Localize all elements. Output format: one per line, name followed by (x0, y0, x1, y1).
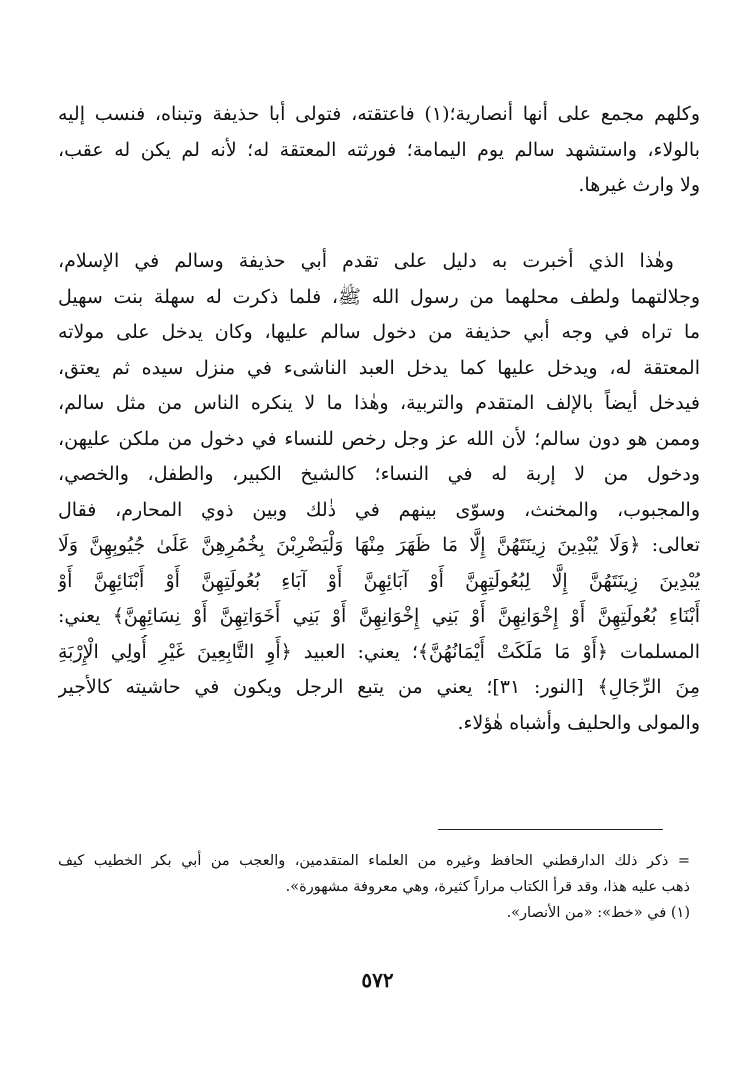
quran-verse-line: يُبْدِينَ زِينَتَهُنَّ إِلَّا لِبُعُولَتِهِنَّ أَوْ آبَائِهِنَّ أَوْ آبَاءِ بُعُولَتِهِنَّ أَوْ أَبْنَائِهِنَّ أَوْ (58, 569, 700, 592)
text-line: والمجبوب، والمخنث، وسوّى بينهم في ذٰلك وبين ذوي المحارم، فقال (58, 498, 700, 521)
text-line: وممن هو دون سالم؛ لأن الله عز وجل رخص للنساء في دخول من ملكن عليهن، (58, 427, 700, 450)
text-line: ما تراه في وجه أبي حذيفة من دخول سالم عليها، وكان يدخل على مولاته (58, 321, 700, 343)
text-line: وكلهم مجمع على أنها أنصارية؛(١) فاعتقته، فتولى أبا حذيفة وتبناه، فنسب إليه (58, 103, 700, 125)
quran-verse-line: مِنَ الرِّجَالِ﴾ [النور: ٣١]؛ يعني من يتبع الرجل ويكون في حاشيته كالأجير (58, 676, 700, 698)
footnote-line: (١) في «خط»: «من الأنصار». (506, 905, 690, 921)
text-line: فيدخل أيضاً بالإلف المتقدم والتربية، وهٰذا ما لا ينكره الناس من مثل سالم، (58, 392, 700, 414)
text-line: بالولاء، واستشهد سالم يوم اليمامة؛ فورثته المعتقة له؛ لأنه لم يكن له عقب، (58, 138, 700, 161)
text-line: والمولى والحليف وأشباه هٰؤلاء. (457, 711, 700, 734)
text-line: ودخول من لا إربة له في النساء؛ كالشيخ الكبير، والطفل، والخصي، (58, 463, 700, 485)
text-line: ولا وارث غيرها. (578, 174, 700, 196)
footnote-separator (438, 829, 663, 830)
paragraph-1 (58, 97, 700, 204)
footnote-line: ذهب عليه هذا، وقد قرأ الكتاب مراراً كثيرة، وهي معروفة مشهورة». (285, 879, 690, 895)
quran-verse-line: أَبْنَاءِ بُعُولَتِهِنَّ أَوْ إِخْوَانِهِنَّ أَوْ بَنِي إِخْوَانِهِنَّ أَوْ بَنِي أَخَوَاتِهِنَّ أَوْ نِسَائِهِنَّ﴾ يعني: (58, 605, 700, 627)
footnotes (58, 848, 690, 926)
quran-verse-line: تعالى: ﴿وَلَا يُبْدِينَ زِينَتَهُنَّ إِلَّا مَا ظَهَرَ مِنْهَا وَلْيَضْرِبْنَ بِخُمُرِهِنَّ عَلَىٰ جُيُوبِهِنَّ وَلَا (58, 534, 700, 556)
text-line: وجلالتهما ولطف محلهما من رسول الله ﷺ، فلما ذكرت له سهلة بنت سهيل (58, 285, 700, 308)
footnote-line: = ذكر ذلك الدارقطني الحافظ وغيره من العلماء المتقدمين، والعجب من أبي بكر الخطيب كيف (58, 853, 690, 869)
paragraph-2 (58, 244, 700, 741)
text-line: المعتقة له، ويدخل عليها كما يدخل العبد الناشىء في منزل سيده ثم يعتق، (58, 356, 700, 379)
page-number: ٥٧٢ (361, 968, 394, 992)
quran-verse-line: المسلمات ﴿أَوْ مَا مَلَكَتْ أَيْمَانُهُنَّ﴾؛ يعني: العبيد ﴿أَوِ التَّابِعِينَ غَيْرِ أُولِي الْإِرْبَةِ (58, 640, 700, 663)
text-line: وهٰذا الذي أخبرت به دليل على تقدم أبي حذيفة وسالم في الإسلام، (58, 250, 674, 272)
